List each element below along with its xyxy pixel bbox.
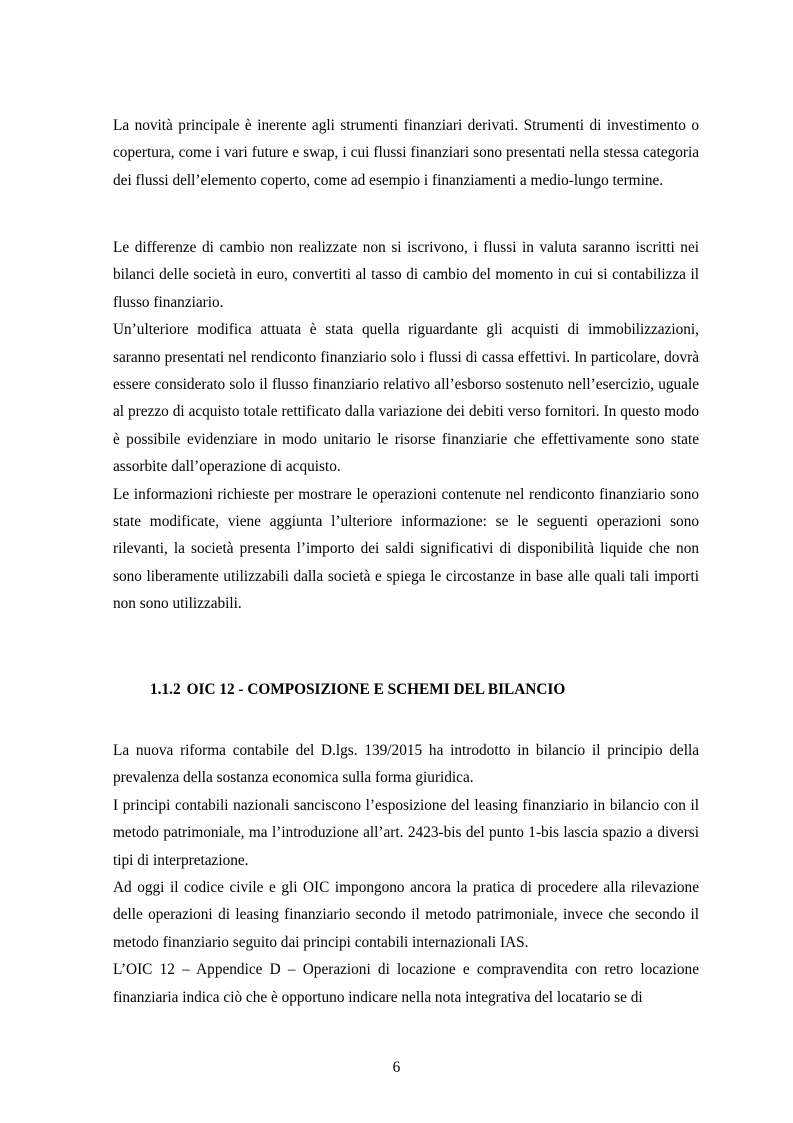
paragraph: L’OIC 12 – Appendice D – Operazioni di locazione e compravendita con retro locazione finanziaria indica ciò che è opportuno indicare nella nota integrativa del locatario se di xyxy=(113,961,699,1006)
paragraph: I principi contabili nazionali sanciscono l’esposizione del leasing finanziario in bilancio con il metodo patrimoniale, ma l’introduzione all’art. 2423-bis del punto 1-bis lascia spazio a diversi tipi di interpretazione. xyxy=(113,796,699,869)
page-number: 6 xyxy=(392,1059,401,1076)
section-number: 1.1.2 xyxy=(150,681,181,698)
section-heading xyxy=(150,679,565,701)
paragraph: Le informazioni richieste per mostrare le operazioni contenute nel rendiconto finanziario sono state modificate, viene aggiunta l’ulteriore informazione: se le seguenti operazioni sono rilevanti, la società presenta l’importo dei saldi significativi di disponibilità liquide che non sono liberamente utilizzabili dalla società e spiega le circostanze in base alle quali tali importi non sono utilizzabili. xyxy=(113,485,699,613)
paragraph: Un’ulteriore modifica attuata è stata quella riguardante gli acquisti di immobilizzazioni, saranno presentati nel rendiconto finanziario solo i flussi di cassa effettivi. In particolare, dovrà essere considerato solo il flusso finanziario relativo all’esborso sostenuto nell’esercizio, uguale al prezzo di acquisto totale rettificato dalla variazione dei debiti verso fornitori. In questo modo è possibile evidenziare in modo unitario le risorse finanziarie che effettivamente sono state assorbite dall’operazione di acquisto. xyxy=(113,321,699,476)
text-block-oic12 xyxy=(113,737,699,1011)
paragraph: Ad oggi il codice civile e gli OIC impongono ancora la pratica di procedere alla rilevazione delle operazioni di leasing finanziario secondo il metodo patrimoniale, invece che secondo il metodo finanziario seguito dai principi contabili internazionali IAS. xyxy=(113,879,699,951)
text-block-derivatives xyxy=(113,112,699,194)
paragraph: La nuova riforma contabile del D.lgs. 139/2015 ha introdotto in bilancio il principio della prevalenza della sostanza economica sulla forma giuridica. xyxy=(113,742,699,787)
text-block-cash-flow-changes xyxy=(113,234,699,618)
paragraph: La novità principale è inerente agli strumenti finanziari derivati. Strumenti di investimento o copertura, come i vari future e swap, i cui flussi finanziari sono presentati nella stessa categoria dei flussi dell’elemento coperto, come ad esempio i finanziamenti a medio-lungo termine. xyxy=(113,117,699,189)
paragraph: Le differenze di cambio non realizzate non si iscrivono, i flussi in valuta saranno iscritti nei bilanci delle società in euro, convertiti al tasso di cambio del momento in cui si contabilizza il flusso finanziario. xyxy=(113,239,699,311)
section-title: OIC 12 - COMPOSIZIONE E SCHEMI DEL BILANCIO xyxy=(186,681,566,698)
